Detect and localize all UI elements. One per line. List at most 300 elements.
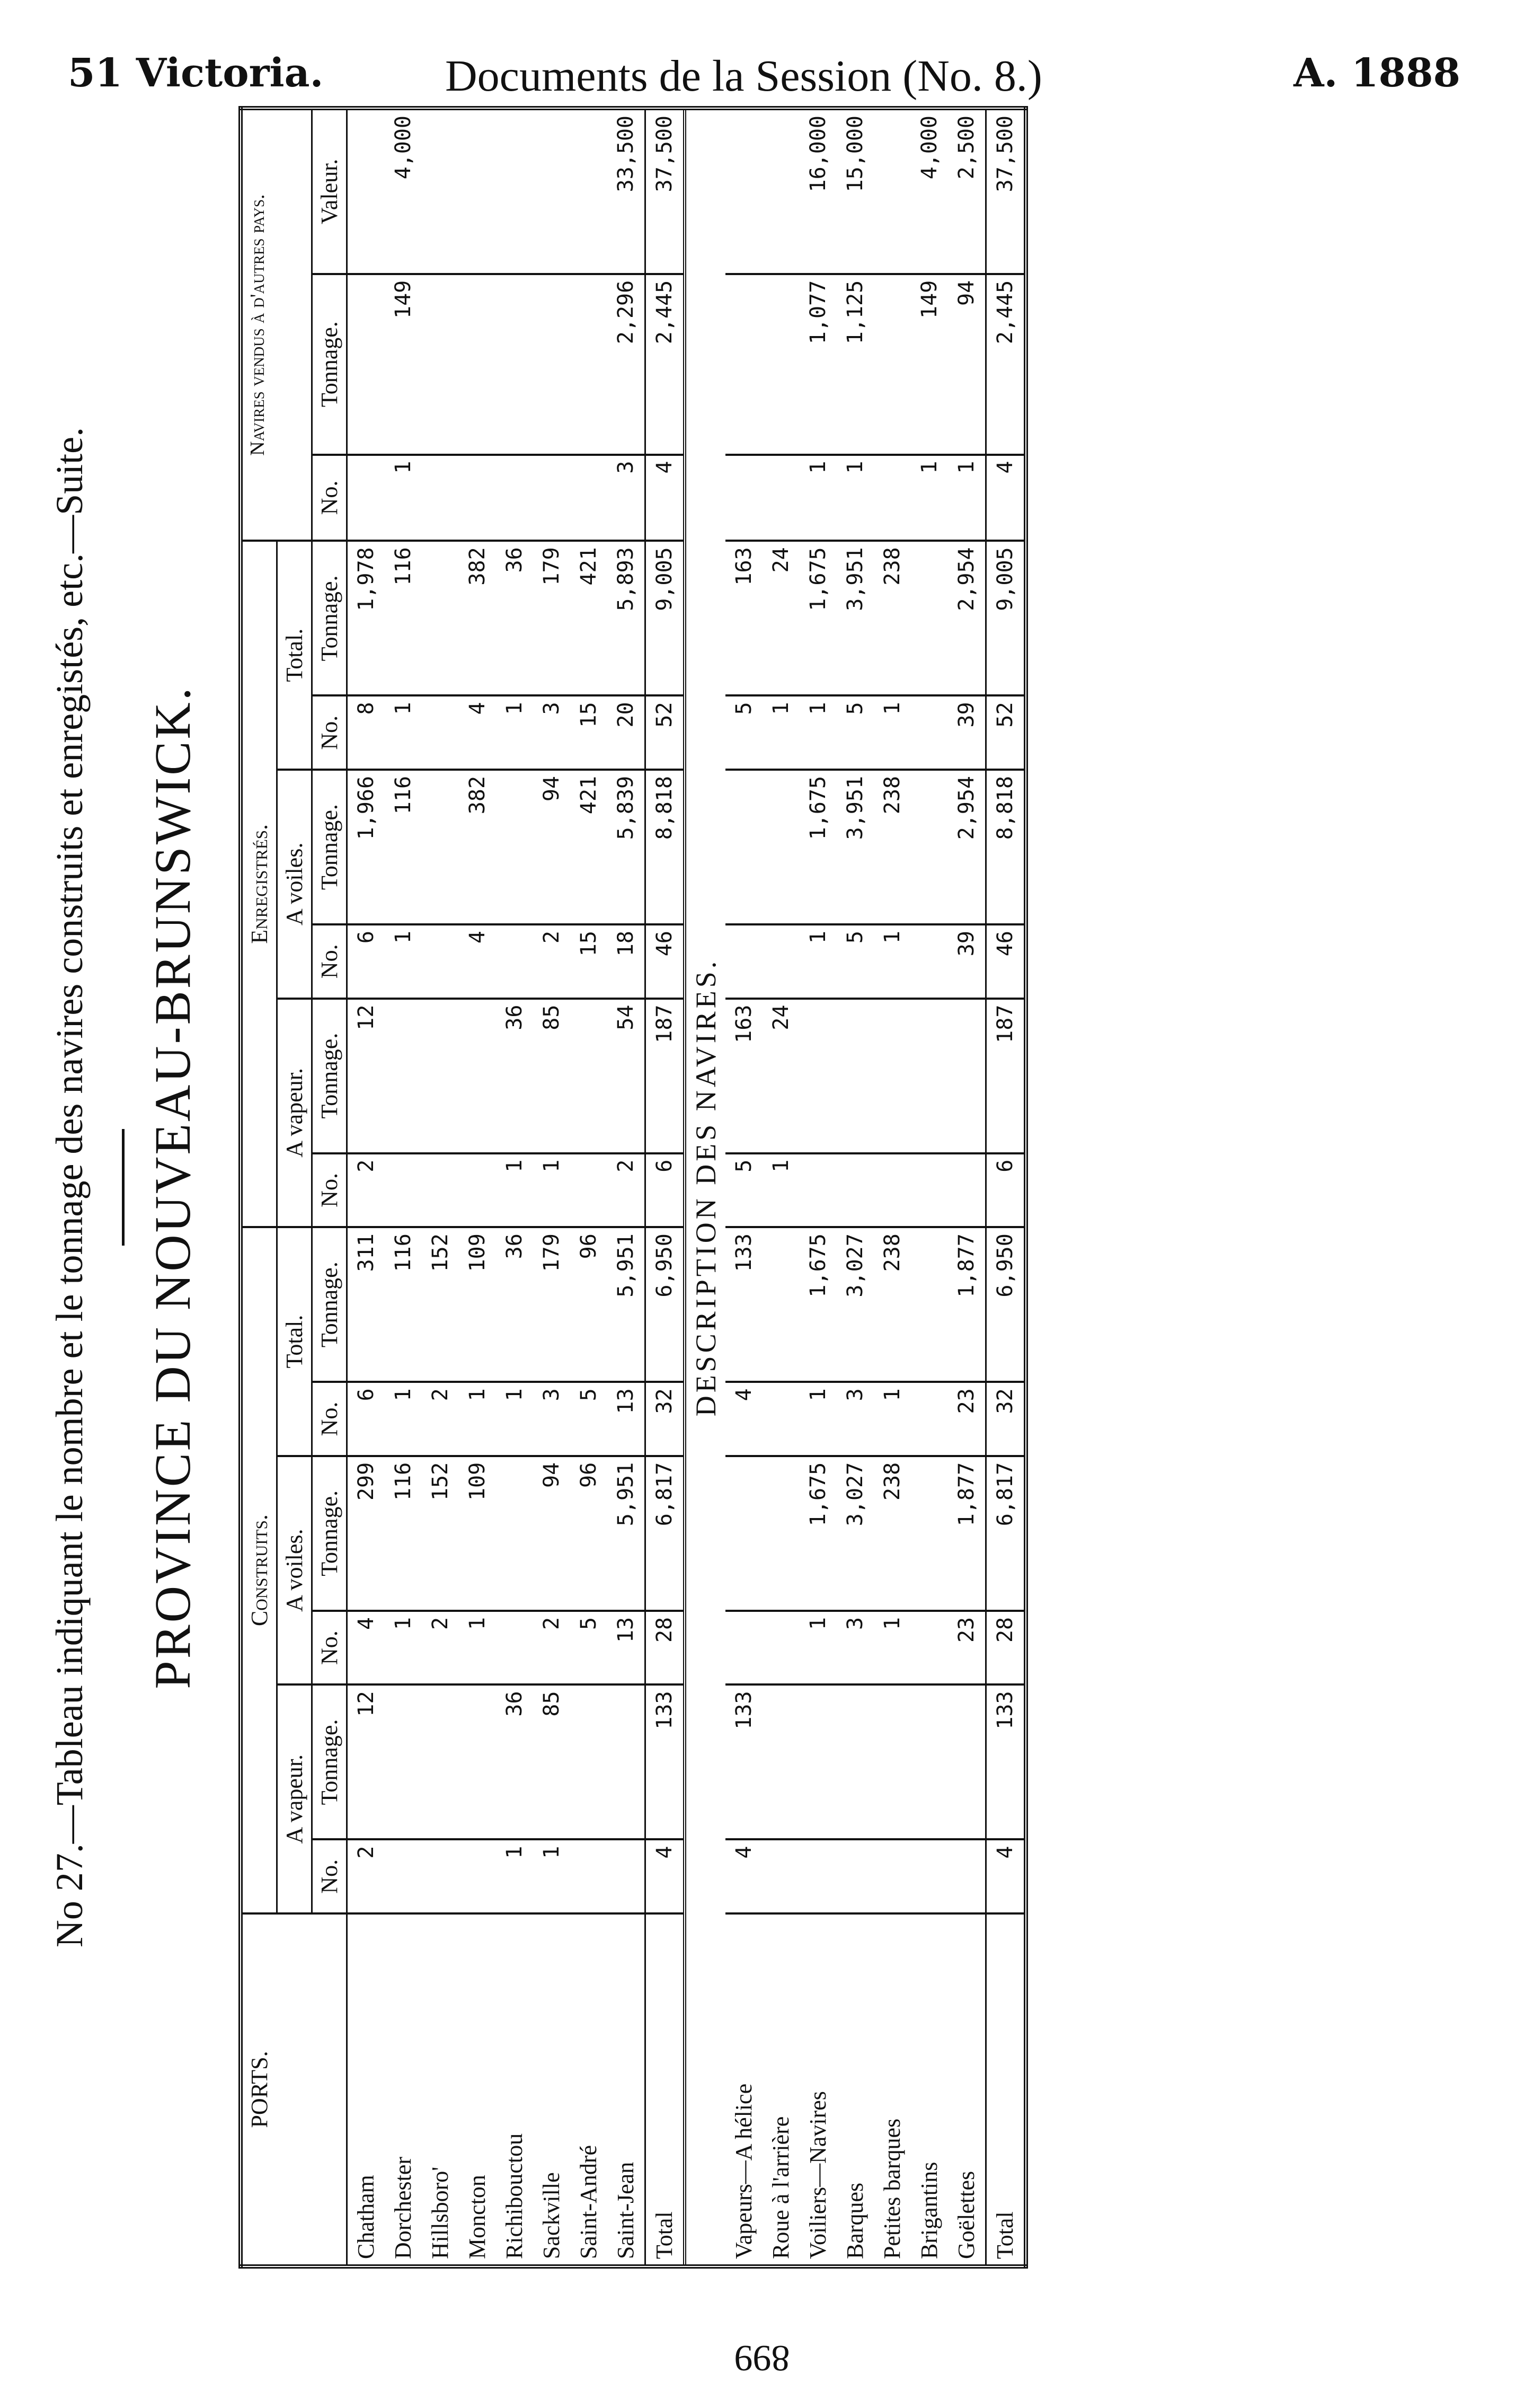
cell-v-no bbox=[570, 455, 607, 541]
cell-e-vap-no bbox=[800, 1153, 837, 1228]
cell-e-tot-no: 52 bbox=[986, 695, 1026, 770]
cell-c-tot-no bbox=[763, 1382, 800, 1456]
cell-e-voi-t: 8,818 bbox=[645, 770, 685, 924]
cell-e-tot-no: 39 bbox=[948, 695, 986, 770]
cell-c-tot-t bbox=[911, 1227, 948, 1382]
cell-c-tot-t: 6,950 bbox=[986, 1227, 1026, 1382]
cell-c-vap-no bbox=[911, 1839, 948, 1913]
cell-c-voi-t: 6,817 bbox=[645, 1456, 685, 1611]
cell-c-voi-no: 1 bbox=[459, 1611, 496, 1685]
cell-c-tot-t: 1,675 bbox=[800, 1227, 837, 1382]
cell-v-no bbox=[725, 455, 763, 541]
row-label: Saint-André bbox=[570, 1913, 607, 2266]
shipping-table bbox=[238, 106, 1028, 2269]
row-label: Sackville bbox=[533, 1913, 570, 2266]
cell-v-no bbox=[459, 455, 496, 541]
cell-e-vap-t: 163 bbox=[725, 999, 763, 1153]
cell-e-vap-no bbox=[459, 1153, 496, 1228]
cell-c-voi-no bbox=[911, 1611, 948, 1685]
cell-c-vap-t: 133 bbox=[725, 1684, 763, 1839]
row-label: Voiliers—Navires bbox=[800, 1913, 837, 2266]
row-label: Dorchester bbox=[385, 1913, 422, 2266]
cell-e-vap-no: 2 bbox=[347, 1153, 385, 1228]
cell-e-vap-no bbox=[874, 1153, 911, 1228]
cell-e-voi-t: 238 bbox=[874, 770, 911, 924]
cell-c-voi-no bbox=[763, 1611, 800, 1685]
cell-e-tot-t: 421 bbox=[570, 541, 607, 695]
cell-c-tot-t: 116 bbox=[385, 1227, 422, 1382]
tonnage-head: Tonnage. bbox=[312, 1456, 347, 1611]
cell-e-voi-t bbox=[496, 770, 533, 924]
no-head: No. bbox=[312, 924, 347, 999]
cell-v-val bbox=[459, 108, 496, 274]
cell-v-val: 2,500 bbox=[948, 108, 986, 274]
cell-e-tot-t bbox=[422, 541, 459, 695]
cell-e-tot-no: 15 bbox=[570, 695, 607, 770]
cell-e-tot-no: 3 bbox=[533, 695, 570, 770]
cell-e-vap-t: 36 bbox=[496, 999, 533, 1153]
cell-e-voi-no: 1 bbox=[800, 924, 837, 999]
cell-c-voi-t bbox=[496, 1456, 533, 1611]
cell-v-no bbox=[496, 455, 533, 541]
cell-e-tot-no: 1 bbox=[385, 695, 422, 770]
cell-c-voi-no: 1 bbox=[800, 1611, 837, 1685]
cell-v-val: 33,500 bbox=[607, 108, 645, 274]
types-body bbox=[725, 108, 1026, 2266]
cell-c-tot-no: 3 bbox=[837, 1382, 874, 1456]
cell-c-vap-no bbox=[837, 1839, 874, 1913]
no-head: No. bbox=[312, 695, 347, 770]
cell-v-val bbox=[533, 108, 570, 274]
cell-c-vap-t bbox=[385, 1684, 422, 1839]
cell-c-voi-t bbox=[911, 1456, 948, 1611]
cell-e-vap-t: 85 bbox=[533, 999, 570, 1153]
cell-v-t bbox=[496, 274, 533, 455]
cell-c-voi-no: 5 bbox=[570, 1611, 607, 1685]
cell-e-tot-no bbox=[422, 695, 459, 770]
cell-c-tot-t: 96 bbox=[570, 1227, 607, 1382]
cell-c-vap-no: 4 bbox=[986, 1839, 1026, 1913]
cell-e-tot-t: 163 bbox=[725, 541, 763, 695]
cell-v-val bbox=[496, 108, 533, 274]
cell-c-vap-t bbox=[763, 1684, 800, 1839]
e-vapeur-head: A vapeur. bbox=[277, 999, 312, 1228]
cell-c-vap-no bbox=[874, 1839, 911, 1913]
cell-c-tot-t: 109 bbox=[459, 1227, 496, 1382]
cell-v-val bbox=[725, 108, 763, 274]
cell-c-vap-no: 4 bbox=[645, 1839, 685, 1913]
cell-e-voi-no: 5 bbox=[837, 924, 874, 999]
cell-c-voi-no: 13 bbox=[607, 1611, 645, 1685]
cell-e-vap-no: 1 bbox=[496, 1153, 533, 1228]
cell-v-t bbox=[422, 274, 459, 455]
cell-c-voi-no: 2 bbox=[422, 1611, 459, 1685]
cell-c-tot-no: 23 bbox=[948, 1382, 986, 1456]
table-row bbox=[763, 108, 800, 2266]
cell-v-val bbox=[422, 108, 459, 274]
cell-c-tot-t: 238 bbox=[874, 1227, 911, 1382]
cell-c-tot-t: 36 bbox=[496, 1227, 533, 1382]
cell-c-tot-t: 5,951 bbox=[607, 1227, 645, 1382]
cell-c-tot-no: 2 bbox=[422, 1382, 459, 1456]
cell-e-tot-no: 4 bbox=[459, 695, 496, 770]
tonnage-head: Tonnage. bbox=[312, 999, 347, 1153]
cell-e-voi-t: 421 bbox=[570, 770, 607, 924]
cell-c-vap-t bbox=[570, 1684, 607, 1839]
cell-e-vap-no: 1 bbox=[763, 1153, 800, 1228]
cell-e-tot-t: 382 bbox=[459, 541, 496, 695]
cell-e-voi-no bbox=[725, 924, 763, 999]
cell-c-voi-t: 6,817 bbox=[986, 1456, 1026, 1611]
cell-e-tot-t bbox=[911, 541, 948, 695]
cell-e-voi-no: 39 bbox=[948, 924, 986, 999]
cell-c-voi-no: 23 bbox=[948, 1611, 986, 1685]
cell-c-vap-t: 133 bbox=[986, 1684, 1026, 1839]
cell-e-vap-t: 54 bbox=[607, 999, 645, 1153]
cell-e-voi-no bbox=[422, 924, 459, 999]
cell-e-tot-no: 20 bbox=[607, 695, 645, 770]
cell-e-voi-t: 116 bbox=[385, 770, 422, 924]
cell-c-vap-t bbox=[874, 1684, 911, 1839]
cell-e-tot-no bbox=[911, 695, 948, 770]
page-number: 899 bbox=[734, 2338, 790, 2378]
cell-c-vap-t bbox=[422, 1684, 459, 1839]
cell-c-vap-t bbox=[607, 1684, 645, 1839]
cell-c-voi-no: 1 bbox=[385, 1611, 422, 1685]
cell-e-vap-no: 6 bbox=[645, 1153, 685, 1228]
row-label: Moncton bbox=[459, 1913, 496, 2266]
cell-c-vap-t bbox=[948, 1684, 986, 1839]
cell-c-vap-no bbox=[385, 1839, 422, 1913]
total-row bbox=[645, 108, 685, 2266]
cell-e-tot-t: 3,951 bbox=[837, 541, 874, 695]
table-row bbox=[459, 108, 496, 2266]
cell-c-voi-t: 3,027 bbox=[837, 1456, 874, 1611]
cell-c-vap-t: 133 bbox=[645, 1684, 685, 1839]
row-label: Brigantins bbox=[911, 1913, 948, 2266]
group-enregistres: Enregistrés. bbox=[241, 541, 277, 1227]
cell-e-tot-no: 1 bbox=[874, 695, 911, 770]
cell-e-voi-t: 94 bbox=[533, 770, 570, 924]
cell-v-no bbox=[533, 455, 570, 541]
table-title: No 27.—Tableau indiquant le nombre et le tonnage des navires construits et enregistés, etc.—Suite. bbox=[48, 427, 91, 1948]
cell-c-tot-no: 1 bbox=[459, 1382, 496, 1456]
cell-v-t: 149 bbox=[911, 274, 948, 455]
cell-e-vap-t bbox=[570, 999, 607, 1153]
cell-e-tot-no: 1 bbox=[496, 695, 533, 770]
cell-e-tot-t: 24 bbox=[763, 541, 800, 695]
cell-v-no bbox=[763, 455, 800, 541]
cell-c-voi-t bbox=[725, 1456, 763, 1611]
cell-e-vap-t bbox=[385, 999, 422, 1153]
cell-c-vap-t: 36 bbox=[496, 1684, 533, 1839]
cell-c-vap-no bbox=[607, 1839, 645, 1913]
row-label: Chatham bbox=[347, 1913, 385, 2266]
row-label: Total bbox=[986, 1913, 1026, 2266]
cell-e-voi-t: 382 bbox=[459, 770, 496, 924]
cell-e-vap-t bbox=[837, 999, 874, 1153]
cell-c-voi-no: 2 bbox=[533, 1611, 570, 1685]
no-head: No. bbox=[312, 1839, 347, 1913]
cell-e-voi-no bbox=[496, 924, 533, 999]
cell-v-t bbox=[533, 274, 570, 455]
cell-c-vap-t: 85 bbox=[533, 1684, 570, 1839]
cell-v-t: 2,445 bbox=[986, 274, 1026, 455]
cell-e-voi-no: 46 bbox=[986, 924, 1026, 999]
cell-e-vap-t: 187 bbox=[645, 999, 685, 1153]
cell-c-vap-no: 1 bbox=[496, 1839, 533, 1913]
cell-c-voi-t: 96 bbox=[570, 1456, 607, 1611]
cell-v-t: 149 bbox=[385, 274, 422, 455]
cell-e-voi-no: 15 bbox=[570, 924, 607, 999]
row-label: Barques bbox=[837, 1913, 874, 2266]
cell-v-t bbox=[570, 274, 607, 455]
cell-c-voi-no bbox=[496, 1611, 533, 1685]
rotated-table-area bbox=[48, 95, 1489, 2279]
cell-v-val: 15,000 bbox=[837, 108, 874, 274]
cell-e-tot-t: 238 bbox=[874, 541, 911, 695]
cell-e-voi-t: 2,954 bbox=[948, 770, 986, 924]
cell-c-tot-no: 32 bbox=[986, 1382, 1026, 1456]
header-year: A. 1888 bbox=[1293, 50, 1460, 96]
cell-c-voi-no: 1 bbox=[874, 1611, 911, 1685]
tonnage-head: Tonnage. bbox=[312, 770, 347, 924]
cell-e-voi-no: 6 bbox=[347, 924, 385, 999]
table-row bbox=[800, 108, 837, 2266]
cell-c-vap-no: 1 bbox=[533, 1839, 570, 1913]
cell-e-voi-no: 1 bbox=[874, 924, 911, 999]
e-total-head: Total. bbox=[277, 541, 312, 770]
cell-e-tot-no: 52 bbox=[645, 695, 685, 770]
cell-v-t bbox=[725, 274, 763, 455]
cell-v-no: 4 bbox=[986, 455, 1026, 541]
cell-c-tot-t: 3,027 bbox=[837, 1227, 874, 1382]
table-row bbox=[837, 108, 874, 2266]
valeur-head: Valeur. bbox=[312, 108, 347, 274]
cell-e-tot-no: 5 bbox=[837, 695, 874, 770]
cell-v-no: 1 bbox=[385, 455, 422, 541]
description-heading: DESCRIPTION DES NAVIRES. bbox=[685, 108, 725, 2266]
cell-c-tot-no: 5 bbox=[570, 1382, 607, 1456]
cell-c-tot-no: 32 bbox=[645, 1382, 685, 1456]
cell-e-voi-no: 1 bbox=[385, 924, 422, 999]
cell-c-vap-no: 4 bbox=[725, 1839, 763, 1913]
cell-v-t bbox=[459, 274, 496, 455]
cell-e-vap-no bbox=[422, 1153, 459, 1228]
row-label: Roue à l'arrière bbox=[763, 1913, 800, 2266]
header-volume: 51 Victoria. bbox=[68, 50, 324, 96]
row-label: Goëlettes bbox=[948, 1913, 986, 2266]
cell-v-val bbox=[763, 108, 800, 274]
cell-c-vap-no bbox=[570, 1839, 607, 1913]
cell-v-val: 4,000 bbox=[911, 108, 948, 274]
cell-e-tot-t: 1,978 bbox=[347, 541, 385, 695]
cell-e-voi-no: 18 bbox=[607, 924, 645, 999]
cell-e-tot-t: 116 bbox=[385, 541, 422, 695]
cell-c-tot-t bbox=[763, 1227, 800, 1382]
cell-c-voi-t: 109 bbox=[459, 1456, 496, 1611]
cell-e-vap-no: 5 bbox=[725, 1153, 763, 1228]
cell-c-tot-t: 1,877 bbox=[948, 1227, 986, 1382]
cell-e-voi-t: 3,951 bbox=[837, 770, 874, 924]
cell-c-voi-no: 28 bbox=[986, 1611, 1026, 1685]
cell-c-vap-t bbox=[459, 1684, 496, 1839]
cell-c-tot-t: 179 bbox=[533, 1227, 570, 1382]
cell-c-tot-no: 1 bbox=[874, 1382, 911, 1456]
table-row bbox=[725, 108, 763, 2266]
group-vendus: Navires vendus à d'autres pays. bbox=[241, 108, 312, 541]
cell-e-tot-t: 179 bbox=[533, 541, 570, 695]
tonnage-head: Tonnage. bbox=[312, 274, 347, 455]
table-row bbox=[533, 108, 570, 2266]
cell-c-voi-t: 5,951 bbox=[607, 1456, 645, 1611]
province-heading: PROVINCE DU NOUVEAU-BRUNSWICK. bbox=[144, 685, 201, 1689]
table-row bbox=[874, 108, 911, 2266]
cell-e-voi-t: 8,818 bbox=[986, 770, 1026, 924]
cell-c-tot-no: 1 bbox=[385, 1382, 422, 1456]
cell-v-val: 37,500 bbox=[645, 108, 685, 274]
cell-v-no bbox=[422, 455, 459, 541]
cell-e-tot-no: 1 bbox=[800, 695, 837, 770]
cell-c-voi-t: 116 bbox=[385, 1456, 422, 1611]
cell-e-vap-no bbox=[948, 1153, 986, 1228]
cell-e-voi-t bbox=[763, 770, 800, 924]
cell-v-no: 1 bbox=[837, 455, 874, 541]
cell-e-vap-no: 2 bbox=[607, 1153, 645, 1228]
cell-c-vap-no bbox=[422, 1839, 459, 1913]
cell-e-vap-no: 6 bbox=[986, 1153, 1026, 1228]
cell-e-tot-no: 8 bbox=[347, 695, 385, 770]
cell-v-val bbox=[347, 108, 385, 274]
total-row bbox=[986, 108, 1026, 2266]
cell-e-voi-no bbox=[911, 924, 948, 999]
cell-v-t: 1,125 bbox=[837, 274, 874, 455]
cell-c-tot-t: 6,950 bbox=[645, 1227, 685, 1382]
cell-e-tot-t: 5,893 bbox=[607, 541, 645, 695]
cell-c-tot-no: 13 bbox=[607, 1382, 645, 1456]
cell-c-vap-no bbox=[763, 1839, 800, 1913]
cell-c-vap-no: 2 bbox=[347, 1839, 385, 1913]
table-row bbox=[570, 108, 607, 2266]
no-head: No. bbox=[312, 455, 347, 541]
col-ports: PORTS. bbox=[241, 1913, 347, 2266]
row-label: Richibouctou bbox=[496, 1913, 533, 2266]
c-total-head: Total. bbox=[277, 1227, 312, 1456]
cell-e-vap-t bbox=[911, 999, 948, 1153]
cell-c-voi-no: 3 bbox=[837, 1611, 874, 1685]
cell-c-vap-no bbox=[800, 1839, 837, 1913]
cell-e-voi-no: 46 bbox=[645, 924, 685, 999]
cell-e-voi-no bbox=[763, 924, 800, 999]
cell-c-tot-t: 133 bbox=[725, 1227, 763, 1382]
cell-c-voi-no: 28 bbox=[645, 1611, 685, 1685]
table-row bbox=[385, 108, 422, 2266]
row-label: Vapeurs—A hélice bbox=[725, 1913, 763, 2266]
tonnage-head: Tonnage. bbox=[312, 1227, 347, 1382]
tonnage-head: Tonnage. bbox=[312, 1684, 347, 1839]
cell-c-tot-t: 152 bbox=[422, 1227, 459, 1382]
cell-e-vap-t bbox=[459, 999, 496, 1153]
cell-c-vap-no bbox=[459, 1839, 496, 1913]
cell-c-voi-t: 94 bbox=[533, 1456, 570, 1611]
title-rule bbox=[122, 1129, 125, 1246]
cell-c-tot-no: 3 bbox=[533, 1382, 570, 1456]
cell-c-tot-no: 1 bbox=[800, 1382, 837, 1456]
row-label: Saint-Jean bbox=[607, 1913, 645, 2266]
table-row bbox=[496, 108, 533, 2266]
cell-v-val: 37,500 bbox=[986, 108, 1026, 274]
cell-v-t bbox=[763, 274, 800, 455]
cell-v-t: 94 bbox=[948, 274, 986, 455]
cell-c-voi-t bbox=[763, 1456, 800, 1611]
cell-e-vap-no: 1 bbox=[533, 1153, 570, 1228]
tonnage-head: Tonnage. bbox=[312, 541, 347, 695]
cell-e-voi-no: 2 bbox=[533, 924, 570, 999]
cell-e-tot-t: 36 bbox=[496, 541, 533, 695]
cell-c-voi-t: 1,675 bbox=[800, 1456, 837, 1611]
cell-e-vap-no bbox=[570, 1153, 607, 1228]
cell-e-vap-no bbox=[911, 1153, 948, 1228]
table-row bbox=[347, 108, 385, 2266]
cell-e-voi-t: 1,966 bbox=[347, 770, 385, 924]
row-label: Petites barques bbox=[874, 1913, 911, 2266]
cell-e-tot-t: 1,675 bbox=[800, 541, 837, 695]
cell-e-vap-t: 187 bbox=[986, 999, 1026, 1153]
cell-e-tot-t: 9,005 bbox=[645, 541, 685, 695]
cell-e-tot-no: 1 bbox=[763, 695, 800, 770]
cell-v-t: 2,445 bbox=[645, 274, 685, 455]
cell-c-vap-t bbox=[837, 1684, 874, 1839]
cell-v-t bbox=[347, 274, 385, 455]
cell-e-tot-t: 2,954 bbox=[948, 541, 986, 695]
cell-c-vap-no bbox=[948, 1839, 986, 1913]
cell-c-tot-no: 4 bbox=[725, 1382, 763, 1456]
cell-v-t bbox=[874, 274, 911, 455]
cell-v-val: 4,000 bbox=[385, 108, 422, 274]
ports-body bbox=[347, 108, 685, 2266]
cell-c-voi-t: 1,877 bbox=[948, 1456, 986, 1611]
cell-v-val: 16,000 bbox=[800, 108, 837, 274]
cell-v-val bbox=[570, 108, 607, 274]
description-section bbox=[685, 108, 725, 2266]
cell-c-vap-t bbox=[800, 1684, 837, 1839]
cell-v-no bbox=[874, 455, 911, 541]
cell-c-voi-t: 299 bbox=[347, 1456, 385, 1611]
group-construits: Construits. bbox=[241, 1227, 277, 1913]
cell-e-voi-t bbox=[422, 770, 459, 924]
no-head: No. bbox=[312, 1382, 347, 1456]
cell-v-val bbox=[874, 108, 911, 274]
table-row bbox=[422, 108, 459, 2266]
header-title: Documents de la Session (No. 8.) bbox=[445, 51, 1042, 101]
cell-c-voi-t: 152 bbox=[422, 1456, 459, 1611]
cell-e-vap-t bbox=[874, 999, 911, 1153]
cell-v-no: 4 bbox=[645, 455, 685, 541]
cell-c-voi-t: 238 bbox=[874, 1456, 911, 1611]
cell-e-vap-t bbox=[948, 999, 986, 1153]
cell-v-t: 2,296 bbox=[607, 274, 645, 455]
cell-v-no bbox=[347, 455, 385, 541]
e-voiles-head: A voiles. bbox=[277, 770, 312, 999]
cell-e-vap-no bbox=[385, 1153, 422, 1228]
c-voiles-head: A voiles. bbox=[277, 1456, 312, 1685]
cell-e-vap-t bbox=[422, 999, 459, 1153]
cell-e-voi-t: 1,675 bbox=[800, 770, 837, 924]
cell-e-tot-t: 9,005 bbox=[986, 541, 1026, 695]
cell-v-no: 1 bbox=[948, 455, 986, 541]
cell-e-vap-t: 12 bbox=[347, 999, 385, 1153]
cell-v-no: 1 bbox=[800, 455, 837, 541]
